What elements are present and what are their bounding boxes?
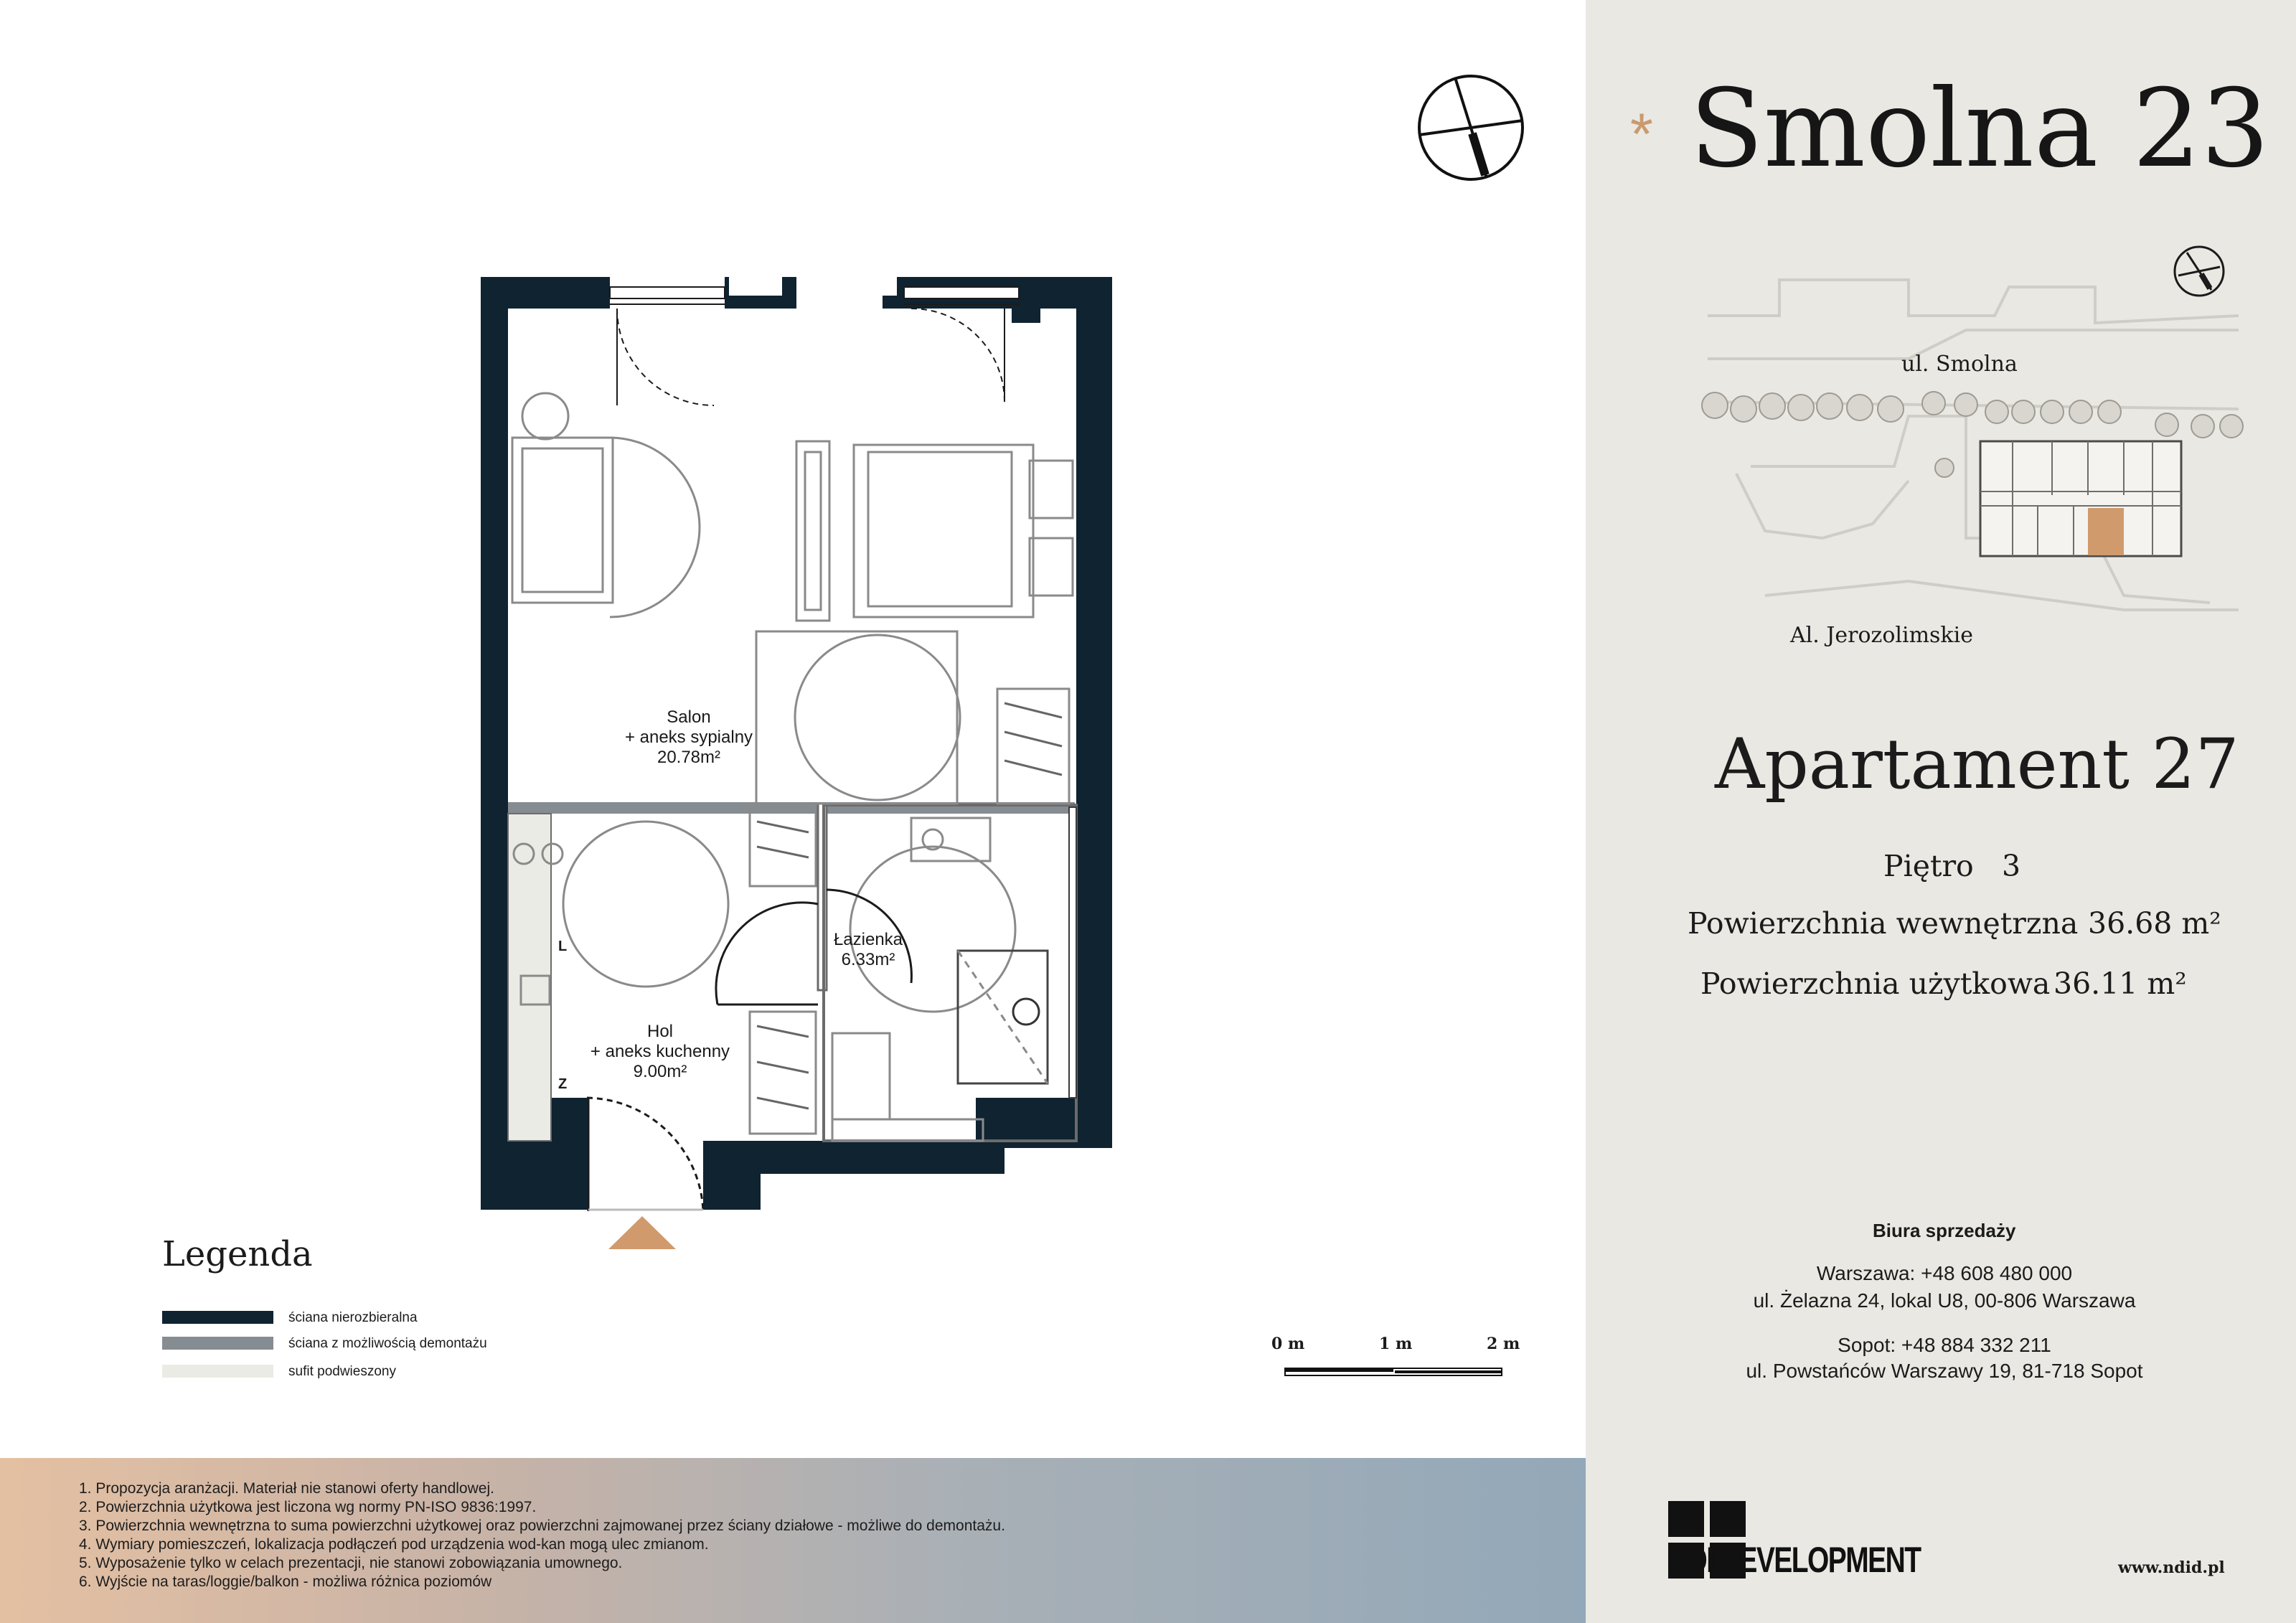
- street-label-smolna: ul. Smolna: [1901, 352, 2018, 377]
- legend-label: ściana nierozbieralna: [288, 1310, 418, 1325]
- scale-bar: [1284, 1368, 1502, 1376]
- room-label-salon: Salon + aneks sypialny 20.78m²: [624, 707, 753, 767]
- sales-line: ul. Żelazna 24, lokal U8, 00-806 Warszawa: [1753, 1289, 2136, 1312]
- apartment-title: Apartament 27: [1715, 724, 2239, 804]
- compass-icon: [1413, 70, 1528, 185]
- internal-area-label: Powierzchnia wewnętrzna: [1688, 906, 2079, 941]
- scale-label: 1 m: [1379, 1335, 1413, 1353]
- room-label-hall: Hol + aneks kuchenny 9.00m²: [590, 1022, 730, 1081]
- usable-area-value: 36.11 m²: [2053, 966, 2187, 1001]
- sales-line: ul. Powstańców Warszawy 19, 81-718 Sopot: [1746, 1360, 2143, 1382]
- entrance-arrow-icon: [608, 1216, 676, 1249]
- site-compass-icon: [2175, 247, 2224, 296]
- scale-label: 2 m: [1487, 1335, 1520, 1353]
- legend-label: ściana z możliwością demontażu: [288, 1336, 487, 1351]
- apartment-highlight: [2088, 508, 2124, 555]
- note-line: 3. Powierzchnia wewnętrzna to suma powierzchni użytkowej oraz powierzchni zajmowanej przez ściany działowe - możliwe do demontażu.: [79, 1518, 1005, 1534]
- brand-title: Smolna 23: [1690, 67, 2269, 192]
- legend-swatch-demountable: [162, 1337, 273, 1350]
- note-line: 5. Wyposażenie tylko w celach prezentacji, nie stanowi zobowiązania umownego.: [79, 1555, 623, 1571]
- scale-label: 0 m: [1271, 1335, 1305, 1353]
- sales-line: Sopot: +48 884 332 211: [1838, 1334, 2051, 1356]
- fixture-label-z: Z: [558, 1076, 568, 1092]
- room-label-bathroom: Łazienka 6.33m²: [833, 930, 903, 969]
- street-label-jerozolimskie: Al. Jerozolimskie: [1790, 623, 1973, 648]
- site-plan: [1693, 237, 2253, 653]
- floor-value: 3: [2002, 849, 2021, 883]
- sales-line: Warszawa: +48 608 480 000: [1816, 1262, 2073, 1284]
- sales-heading: Biura sprzedaży: [1873, 1220, 2016, 1241]
- legend-label: sufit podwieszony: [288, 1364, 396, 1379]
- note-line: 2. Powierzchnia użytkowa jest liczona wg normy PN-ISO 9836:1997.: [79, 1499, 537, 1515]
- legend-swatch-ceiling: [162, 1365, 273, 1378]
- note-line: 6. Wyjście na taras/loggie/balkon - możliwa różnica poziomów: [79, 1573, 492, 1590]
- floor-label: Piętro: [1883, 849, 1974, 883]
- legend-title: Legenda: [162, 1234, 313, 1274]
- usable-area-label: Powierzchnia użytkowa: [1700, 966, 2051, 1001]
- legend-swatch-structural: [162, 1311, 273, 1324]
- developer-name: NDI DEVELOPMENT: [1668, 1540, 1921, 1580]
- note-line: 1. Propozycja aranżacji. Materiał nie stanowi oferty handlowej.: [79, 1480, 494, 1497]
- brand-asterisk-icon: *: [1630, 102, 1653, 167]
- fixture-label-l: L: [558, 938, 568, 954]
- internal-area-value: 36.68 m²: [2088, 906, 2221, 941]
- note-line: 4. Wymiary pomieszczeń, lokalizacja podłączeń pod urządzenia wod-kan mogą ulec zmianom.: [79, 1536, 709, 1553]
- website-link[interactable]: www.ndid.pl: [2118, 1558, 2225, 1577]
